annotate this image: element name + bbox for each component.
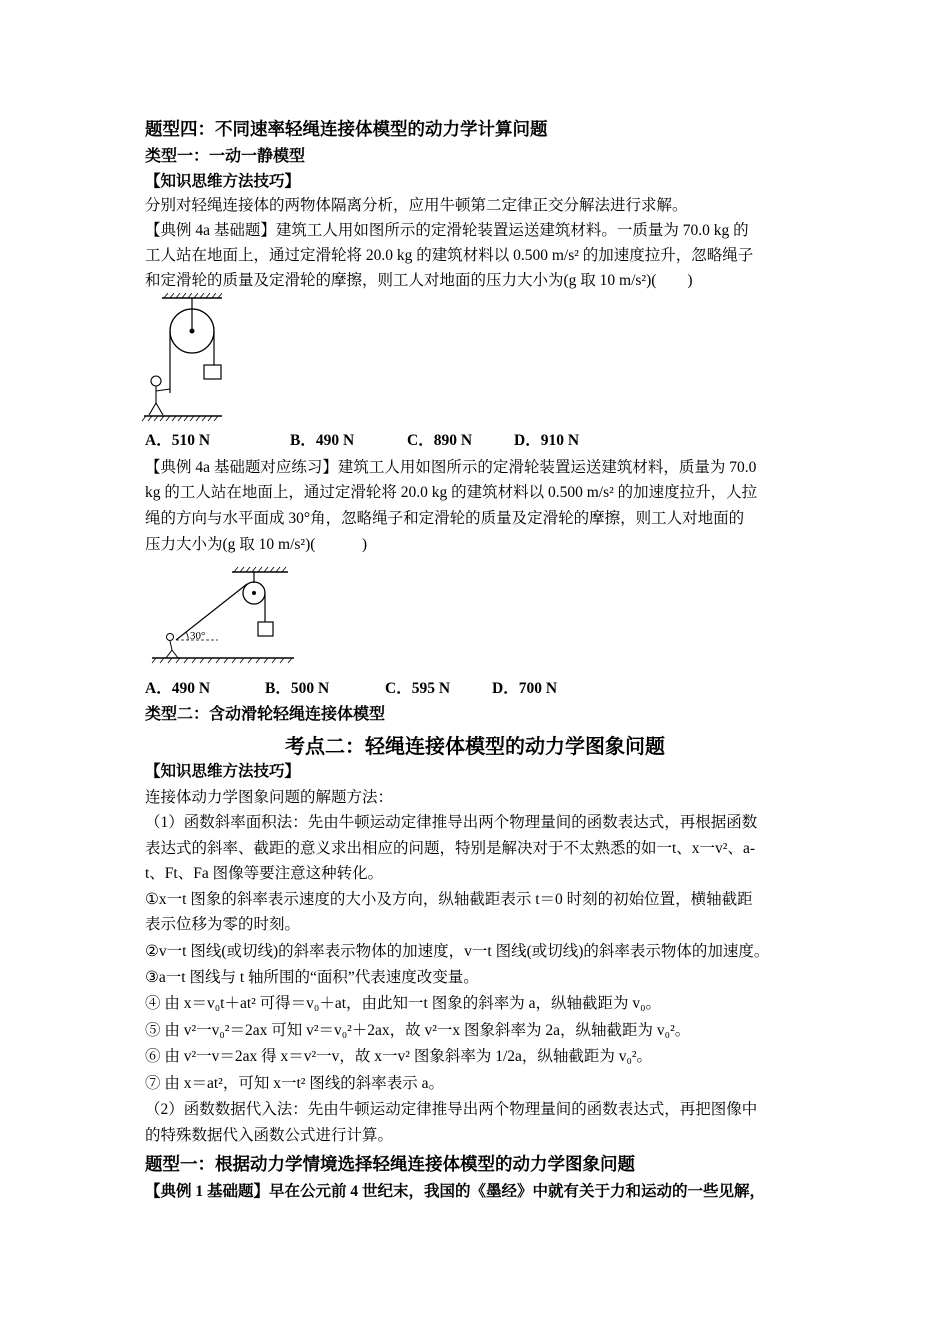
chapter-title: 考点二：轻绳连接体模型的动力学图象问题 bbox=[285, 736, 665, 758]
options-row bbox=[145, 678, 557, 700]
body-line: （1）函数斜率面积法：先由牛顿运动定律推导出两个物理量间的函数表达式，再根据函数 bbox=[145, 814, 758, 831]
pulley-figure-2 bbox=[148, 566, 298, 666]
practice-text: 【典例 4a 基础题对应练习】建筑工人用如图所示的定滑轮装置运送建筑材料，质量为 70.0 bbox=[145, 459, 757, 476]
body-line: ⑦ 由 x＝at²，可知 x一t² 图线的斜率表示 a。 bbox=[145, 1075, 445, 1092]
practice-text: 绳的方向与水平面成 30°角，忽略绳子和定滑轮的质量及定滑轮的摩擦，则工人对地面的 bbox=[145, 510, 745, 527]
body-line: 表示位移为零的时刻。 bbox=[145, 916, 301, 933]
example-text: 【典例 1 基础题】早在公元前 4 世纪末，我国的《墨经》中就有关于力和运动的一些见解， bbox=[145, 1183, 766, 1200]
tips-label: 【知识思维方法技巧】 bbox=[145, 173, 301, 190]
body-line: 表达式的斜率、截距的意义求出相应的问题，特别是解决对于不太熟悉的如一t、x一v²、a- bbox=[145, 840, 755, 857]
example-text: 和定滑轮的质量及定滑轮的摩擦，则工人对地面的压力大小为(g 取 10 m/s²)( ) bbox=[145, 272, 693, 289]
example-text: 【典例 4a 基础题】建筑工人用如图所示的定滑轮装置运送建筑材料。一质量为 70.0 kg 的 bbox=[145, 222, 749, 239]
option-a[interactable]: A．510 N bbox=[145, 432, 211, 449]
body-line: ③a一t 图线与 t 轴所围的“面积”代表速度改变量。 bbox=[145, 969, 479, 986]
angle-label: 30° bbox=[190, 630, 206, 642]
tips-label: 【知识思维方法技巧】 bbox=[145, 763, 301, 780]
option-d[interactable]: D．700 N bbox=[492, 680, 558, 697]
option-b[interactable]: B．490 N bbox=[290, 432, 355, 449]
option-c[interactable]: C．595 N bbox=[385, 680, 451, 697]
option-a[interactable]: A．490 N bbox=[145, 680, 211, 697]
practice-text: 压力大小为(g 取 10 m/s²)( ) bbox=[145, 536, 368, 553]
body-line: ⑤ 由 v²一v₀²＝2ax 可知 v²＝v₀²＋2ax，故 v²一x 图象斜率为 2a，纵轴截距为 v₀²。 bbox=[145, 1022, 691, 1039]
option-b[interactable]: B．500 N bbox=[265, 680, 330, 697]
body-line: 的特殊数据代入函数公式进行计算。 bbox=[145, 1127, 394, 1144]
practice-text: kg 的工人站在地面上，通过定滑轮将 20.0 kg 的建筑材料以 0.500 m/s² 的加速度拉升，人拉 bbox=[145, 484, 758, 501]
subsection-title: 类型一：一动一静模型 bbox=[145, 148, 306, 165]
subsection-title: 类型二：含动滑轮轻绳连接体模型 bbox=[145, 706, 386, 723]
body-line: （2）函数数据代入法：先由牛顿运动定律推导出两个物理量间的函数表达式，再把图像中 bbox=[145, 1101, 758, 1118]
options-row bbox=[145, 430, 579, 452]
body-line: t、Ft、Fa 图像等要注意这种转化。 bbox=[145, 865, 384, 882]
option-c[interactable]: C．890 N bbox=[407, 432, 473, 449]
tips-text: 分别对轻绳连接体的两物体隔离分析，应用牛顿第二定律正交分解法进行求解。 bbox=[145, 197, 688, 214]
body-line: 连接体动力学图象问题的解题方法： bbox=[145, 789, 394, 806]
body-line: ②v一t 图线(或切线)的斜率表示物体的加速度，v一t 图线(或切线)的斜率表示物体的加速度。 bbox=[145, 943, 770, 960]
section-title: 题型四：不同速率轻绳连接体模型的动力学计算问题 bbox=[145, 119, 548, 139]
body-line: ④ 由 x＝v₀t＋at² 可得＝v₀＋at，由此知一t 图象的斜率为 a，纵轴截距为 v₀。 bbox=[145, 995, 661, 1012]
body-line: ⑥ 由 v²一v＝2ax 得 x＝v²一v，故 x一v² 图象斜率为 1/2a，纵轴截距为 v₀²。 bbox=[145, 1048, 653, 1065]
pulley-figure-1 bbox=[140, 293, 230, 428]
section-title: 题型一：根据动力学情境选择轻绳连接体模型的动力学图象问题 bbox=[145, 1154, 635, 1174]
example-text: 工人站在地面上，通过定滑轮将 20.0 kg 的建筑材料以 0.500 m/s² 的加速度拉升，忽略绳子 bbox=[145, 247, 754, 264]
option-d[interactable]: D．910 N bbox=[514, 432, 580, 449]
body-line: ①x一t 图象的斜率表示速度的大小及方向，纵轴截距表示 t＝0 时刻的初始位置，横轴截距 bbox=[145, 891, 753, 908]
